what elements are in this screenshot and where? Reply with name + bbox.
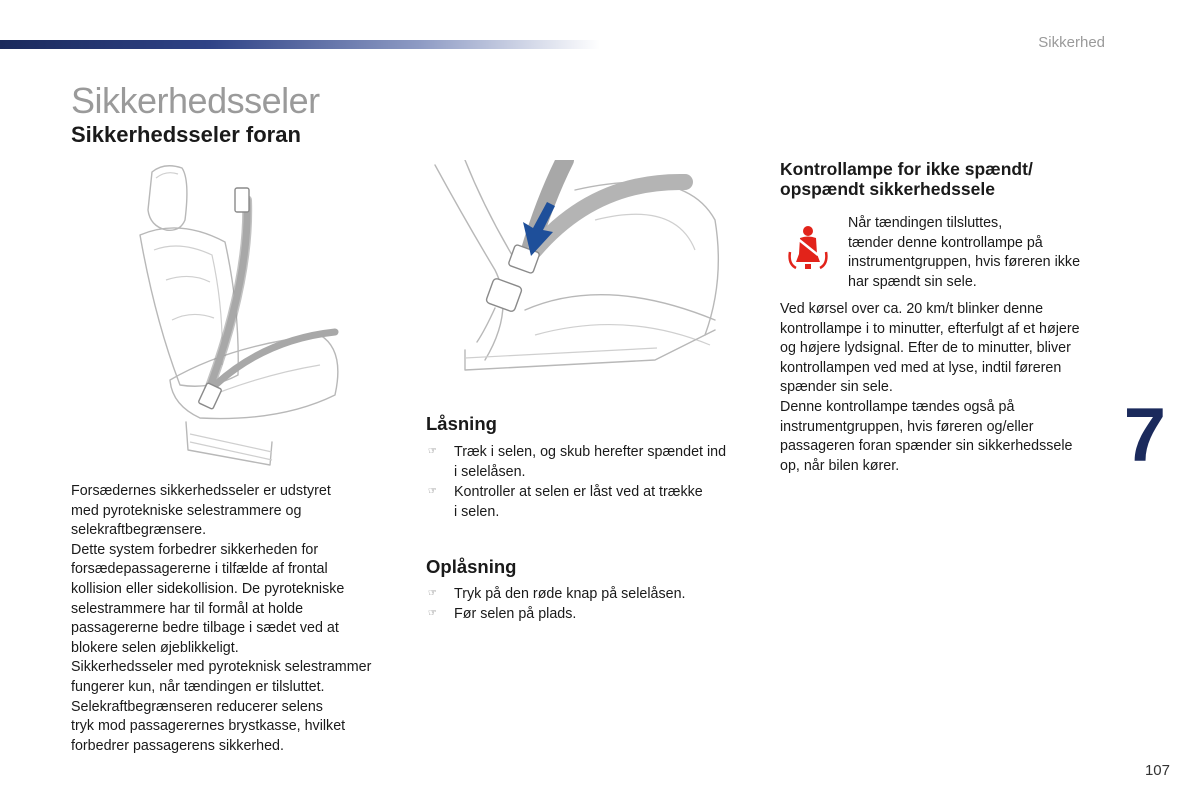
text-line: blokere selen øjeblikkeligt. [71,639,239,656]
lamp-description: Når tændingen tilsluttes, tænder denne kontrollampe på instrumentgruppen, hvis føreren ikke har spændt sin sele. [848,215,1081,290]
text-line: selekraftbegrænsere. [71,522,207,539]
text-line: forsædepassagererne i tilfælde af frontal [71,561,328,578]
text-line: selestrammere har til formål at holde [71,600,304,617]
locking-heading: Låsning [426,413,497,434]
lamp-behaviour-paragraph: Ved kørsel over ca. 20 km/t blinker denne kontrollampe i to minutter, efterfulgt af et højere og højere lydsignal. Efter de to minutter, bliver kontrollampen ved med at lyse, indtil føreren spænder sin sele. Denne kontrollampe tændes også på instrumentgruppen, hvis føreren og/eller passageren foran spænder sin sikkerhedssele op, når bilen kører. [780,301,1080,474]
text-line: Sikkerhedsseler med pyroteknisk selestrammer [71,659,372,676]
text-line: Selekraftbegrænseren reducerer selens [71,698,323,715]
section-label: Sikkerhed [1038,34,1105,51]
pointing-hand-icon: ☞ [428,446,437,457]
buckle-closeup-illustration [425,160,727,378]
page-number: 107 [1144,762,1170,779]
text-line: passagererne bedre tilbage i sædet ved at [71,620,339,637]
list-item: ☞ Før selen på plads. [428,606,577,622]
unlocking-steps [426,584,766,624]
pointing-hand-icon: ☞ [428,588,437,599]
list-item: ☞ Kontroller at selen er låst ved at trække i selen. [428,484,703,520]
seat-belt-illustration [130,160,360,475]
text-line: Forsædernes sikkerhedsseler er udstyret [71,483,331,499]
seatbelt-warning-icon [786,224,830,270]
text-line: fungerer kun, når tændingen er tilsluttet. [71,678,325,695]
pointing-hand-icon: ☞ [428,608,437,619]
intro-paragraph [71,482,411,756]
list-item: ☞ Træk i selen, og skub herefter spændet ind i selelåsen. [428,444,727,480]
text-line: forbedrer passagerens sikkerhed. [71,737,284,754]
page-subtitle: Sikkerhedsseler foran [71,122,301,147]
unlocking-heading: Oplåsning [426,556,517,577]
warning-lamp-heading: Kontrollampe for ikke spændt/ opspændt sikkerhedssele [780,159,1033,199]
locking-steps [426,442,766,522]
header-gradient-bar [0,40,600,49]
text-line: Dette system forbedrer sikkerheden for [71,541,319,558]
pointing-hand-icon: ☞ [428,486,437,497]
text-line: kollision eller sidekollision. De pyrotekniske [71,580,345,597]
chapter-number: 7 [1123,393,1166,478]
text-line: med pyrotekniske selestrammere og [71,502,302,519]
text-line: tryk mod passagerernes brystkasse, hvilket [71,718,346,735]
list-item: ☞ Tryk på den røde knap på selelåsen. [428,586,686,602]
page-title: Sikkerhedsseler [71,80,320,121]
